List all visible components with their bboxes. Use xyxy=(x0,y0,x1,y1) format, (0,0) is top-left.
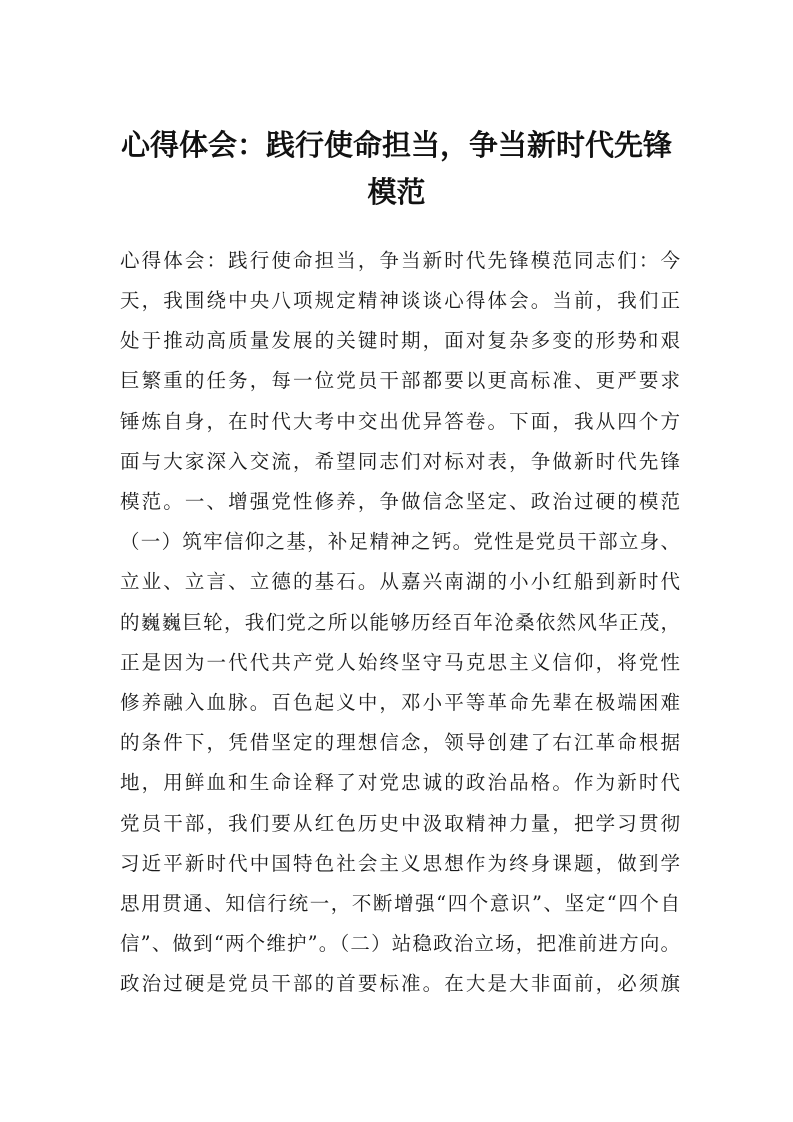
body-line: 地，用鲜血和生命诠释了对党忠诚的政治品格。作为新时代 xyxy=(120,771,680,794)
body-line: 巨繁重的任务，每一位党员干部都要以更高标准、更严要求 xyxy=(120,369,680,392)
document-title-line-2: 模范 xyxy=(367,175,426,209)
body-line: 的条件下，凭借坚定的理想信念，领导创建了右江革命根据 xyxy=(120,731,680,754)
body-line: （一）筑牢信仰之基，补足精神之钙。党性是党员干部立身、 xyxy=(120,530,680,553)
body-line: 正是因为一代代共产党人始终坚守马克思主义信仰，将党性 xyxy=(120,651,680,674)
body-line: 政治过硬是党员干部的首要标准。在大是大非面前，必须旗 xyxy=(120,972,680,995)
body-line: 信”、做到“两个维护”。（二）站稳政治立场，把准前进方向。 xyxy=(120,932,680,955)
body-line: 党员干部，我们要从红色历史中汲取精神力量，把学习贯彻 xyxy=(120,812,680,835)
body-line: 修养融入血脉。百色起义中，邓小平等革命先辈在极端困难 xyxy=(120,691,680,714)
body-line: 习近平新时代中国特色社会主义思想作为终身课题，做到学 xyxy=(120,852,680,875)
body-line: 心得体会：践行使命担当，争当新时代先锋模范同志们：今 xyxy=(120,249,680,272)
body-line: 思用贯通、知信行统一，不断增强“四个意识”、坚定“四个自 xyxy=(120,892,680,915)
body-line: 面与大家深入交流，希望同志们对标对表，争做新时代先锋 xyxy=(120,450,680,473)
body-line: 天，我围绕中央八项规定精神谈谈心得体会。当前，我们正 xyxy=(120,289,680,312)
body-line: 处于推动高质量发展的关键时期，面对复杂多变的形势和艰 xyxy=(120,329,680,352)
body-line: 立业、立言、立德的基石。从嘉兴南湖的小小红船到新时代 xyxy=(120,570,680,593)
body-line: 模范。一、增强党性修养，争做信念坚定、政治过硬的模范 xyxy=(120,490,680,513)
body-line: 的巍巍巨轮，我们党之所以能够历经百年沧桑依然风华正茂， xyxy=(120,611,680,634)
document-title-line-1: 心得体会：践行使命担当，争当新时代先锋 xyxy=(120,128,672,162)
body-line: 锤炼自身，在时代大考中交出优异答卷。下面，我从四个方 xyxy=(120,410,680,433)
